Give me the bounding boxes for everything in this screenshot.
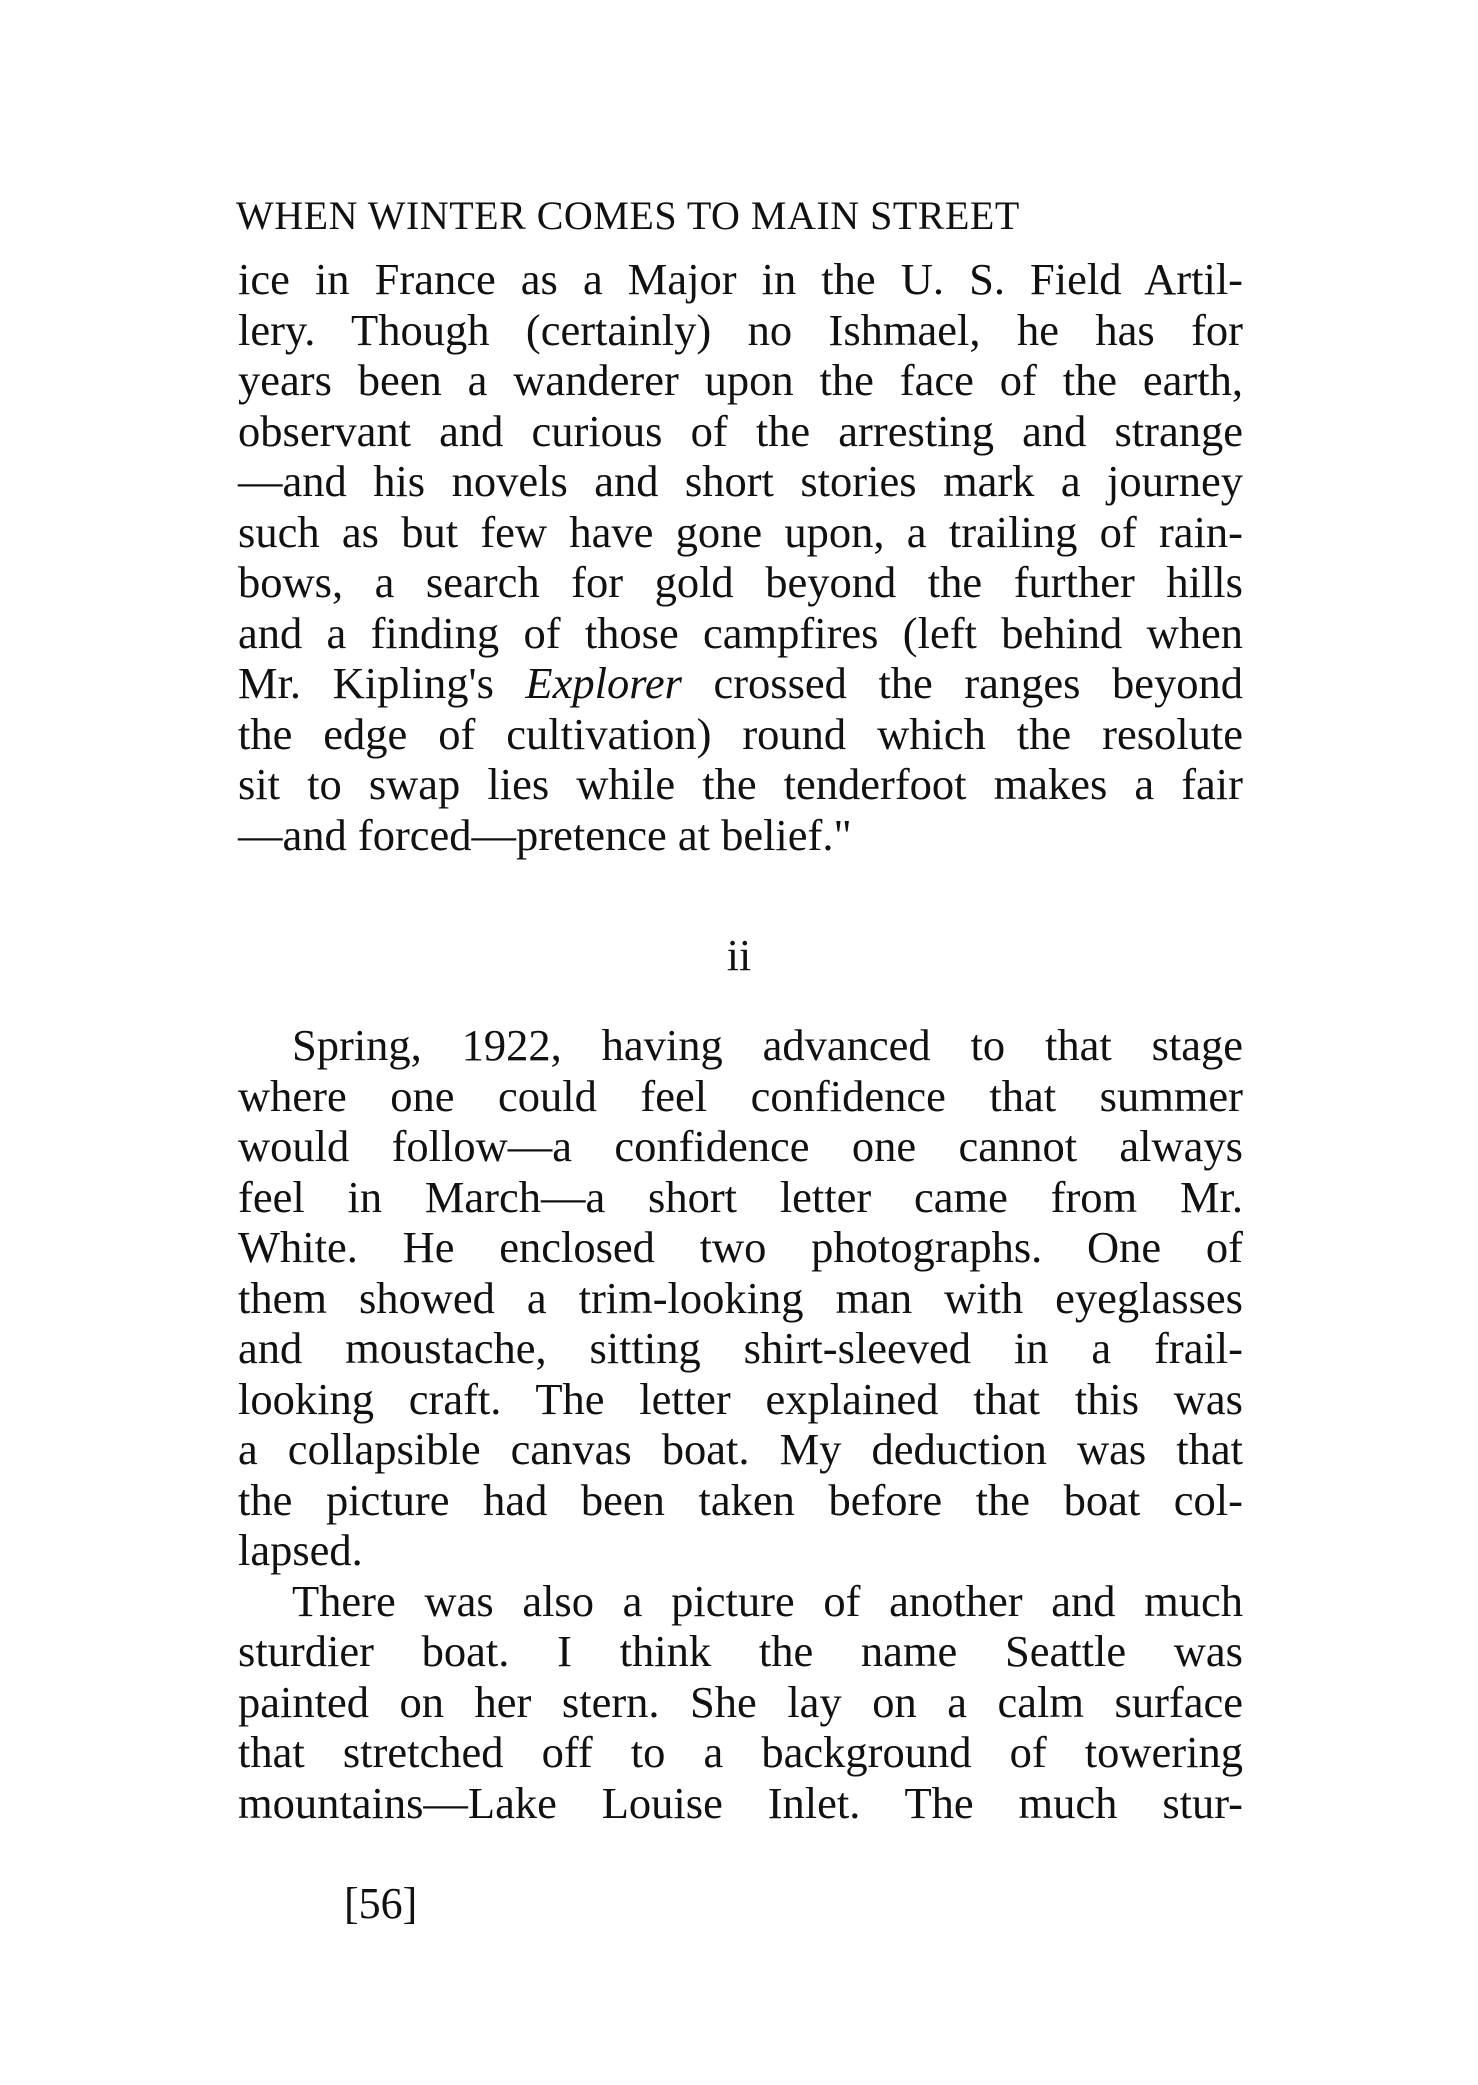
running-head: WHEN WINTER COMES TO MAIN STREET <box>236 193 1020 238</box>
text-line: —and forced—pretence at belief." <box>238 809 852 860</box>
text-line: would follow—a confidence one cannot always <box>238 1121 1243 1171</box>
text-line: sit to swap lies while the tenderfoot makes a fair <box>238 759 1243 809</box>
text-line: ice in France as a Major in the U. S. Field Artil- <box>238 254 1243 304</box>
text-line: bows, a search for gold beyond the further hills <box>238 557 1243 607</box>
text-line: Spring, 1922, having advanced to that stage <box>292 1020 1243 1070</box>
text-line: —and his novels and short stories mark a journey <box>238 456 1243 506</box>
body-text <box>238 1020 1243 1828</box>
text-line: and moustache, sitting shirt-sleeved in a frail- <box>238 1323 1243 1373</box>
text-line: where one could feel confidence that summer <box>238 1070 1243 1121</box>
text-line <box>238 658 1243 709</box>
text-line: the picture had been taken before the boat col- <box>238 1474 1243 1525</box>
text-line: observant and curious of the arresting and strange <box>238 405 1243 456</box>
text-line: feel in March—a short letter came from Mr. <box>238 1171 1243 1222</box>
text-line: lapsed. <box>238 1525 363 1575</box>
text-fragment: crossed the ranges beyond <box>681 658 1243 708</box>
text-line: painted on her stern. She lay on a calm surface <box>238 1676 1243 1727</box>
text-line: mountains—Lake Louise Inlet. The much stur- <box>238 1777 1243 1828</box>
text-line: and a finding of those campfires (left behind when <box>238 607 1243 658</box>
text-line: such as but few have gone upon, a trailing of rain- <box>238 506 1243 557</box>
text-line: White. He enclosed two photographs. One of <box>238 1222 1243 1272</box>
paragraph-continued <box>238 254 1243 860</box>
text-line: There was also a picture of another and much <box>292 1575 1243 1626</box>
text-line: a collapsible canvas boat. My deduction was that <box>238 1424 1243 1474</box>
text-fragment: Mr. Kipling's <box>238 658 526 708</box>
page-number: [56] <box>344 1879 418 1928</box>
text-line: them showed a trim-looking man with eyeglasses <box>238 1272 1243 1323</box>
text-line: looking craft. The letter explained that this was <box>238 1373 1243 1424</box>
text-line: lery. Though (certainly) no Ishmael, he has for <box>238 304 1243 355</box>
text-line: years been a wanderer upon the face of the earth, <box>238 355 1243 405</box>
text-line: sturdier boat. I think the name Seattle was <box>238 1626 1243 1676</box>
text-line: that stretched off to a background of towering <box>238 1727 1243 1777</box>
italic-title-explorer: Explorer <box>525 658 682 708</box>
text-line: the edge of cultivation) round which the resolute <box>238 708 1243 759</box>
section-number: ii <box>726 931 752 980</box>
